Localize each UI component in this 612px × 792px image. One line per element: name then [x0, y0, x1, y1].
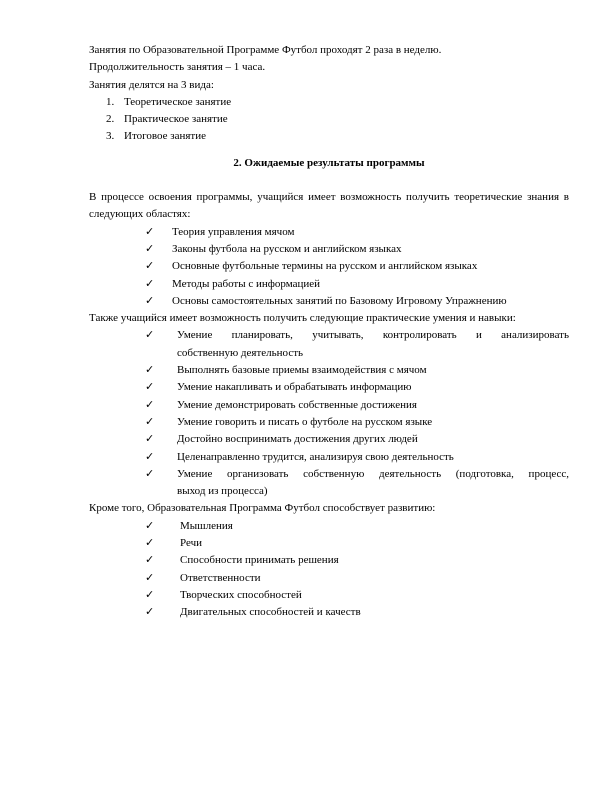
check-icon: ✓ — [145, 467, 155, 480]
check-icon: ✓ — [145, 364, 155, 377]
list-item — [89, 224, 569, 241]
list-item — [89, 535, 569, 552]
list-item-text: Двигательных способностей и качеств — [180, 606, 361, 619]
list-item — [89, 518, 569, 535]
check-icon: ✓ — [145, 588, 155, 601]
list-item-text: Умение планировать, учитывать, контролировать и анализировать — [177, 329, 569, 342]
check-icon: ✓ — [145, 329, 155, 342]
list-item-text: Умение накапливать и обрабатывать информацию — [177, 381, 412, 394]
list-item-text: Творческих способностей — [180, 588, 302, 601]
check-icon: ✓ — [145, 381, 155, 394]
check-icon: ✓ — [145, 519, 155, 532]
list-item-text-continued: выход из процесса) — [177, 485, 268, 498]
list-item-text: Целенаправленно трудится, анализируя свою деятельность — [177, 450, 454, 463]
list-item — [89, 128, 569, 145]
check-icon: ✓ — [145, 260, 155, 273]
list-item — [89, 449, 569, 466]
list-item — [89, 397, 569, 414]
list-item — [89, 94, 569, 111]
list-item-text: Практическое занятие — [124, 113, 228, 126]
list-item-text: Законы футбола на русском и английском языках — [172, 242, 402, 255]
list-item-text: Итоговое занятие — [124, 130, 206, 143]
session-types-list — [89, 94, 569, 146]
check-icon: ✓ — [145, 242, 155, 255]
list-number: 1. — [106, 95, 115, 108]
list-item-text: Основные футбольные термины на русском и английском языках — [172, 260, 478, 273]
list-number: 3. — [106, 130, 115, 143]
list-item-text: Мышления — [180, 519, 233, 532]
list-item-text: Умение организовать собственную деятельность (подготовка, процесс, — [177, 467, 569, 480]
list-item — [89, 258, 569, 275]
practice-items-list — [89, 327, 569, 500]
theory-items-list — [89, 224, 569, 310]
list-item-text: Теоретическое занятие — [124, 95, 232, 108]
list-item-text: Умение говорить и писать о футболе на русском языке — [177, 415, 433, 428]
intro-line-2: Продолжительность занятия – 1 часа. — [89, 61, 266, 74]
section-heading: 2. Ожидаемые результаты программы — [233, 156, 425, 169]
list-item — [89, 604, 569, 621]
list-item — [89, 587, 569, 604]
check-icon: ✓ — [145, 537, 155, 550]
list-item — [89, 466, 569, 501]
list-item-text: Достойно воспринимать достижения других людей — [177, 433, 418, 446]
list-item-text: Ответственности — [180, 571, 261, 584]
intro-line-1: Занятия по Образовательной Программе Футбол проходят 2 раза в неделю. — [89, 44, 442, 56]
check-icon: ✓ — [145, 277, 155, 290]
list-item-text-continued: собственную деятельность — [177, 346, 304, 359]
list-item — [89, 293, 569, 310]
list-item — [89, 414, 569, 431]
list-item — [89, 327, 569, 362]
check-icon: ✓ — [145, 606, 155, 619]
check-icon: ✓ — [145, 571, 155, 584]
theory-intro-paragraph: В процессе освоения программы, учащийся имеет возможность получить теоретические знания в следующих областях: — [89, 191, 569, 221]
development-items-list — [89, 518, 569, 622]
list-item — [89, 431, 569, 448]
list-item-text: Умение демонстрировать собственные достижения — [177, 398, 417, 411]
check-icon: ✓ — [145, 433, 155, 446]
check-icon: ✓ — [145, 450, 155, 463]
list-item-text: Выполнять базовые приемы взаимодействия с мячом — [177, 364, 427, 377]
list-item — [89, 362, 569, 379]
list-item — [89, 552, 569, 569]
list-item — [89, 379, 569, 396]
intro-line-3: Занятия делятся на 3 вида: — [89, 78, 214, 91]
check-icon: ✓ — [145, 294, 155, 307]
development-intro-paragraph: Кроме того, Образовательная Программа Футбол способствует развитию: — [89, 502, 436, 515]
list-item — [89, 111, 569, 128]
list-item — [89, 276, 569, 293]
list-item-text: Методы работы с информацией — [172, 277, 321, 290]
list-item — [89, 241, 569, 258]
list-item — [89, 570, 569, 587]
list-item-text: Теория управления мячом — [172, 225, 295, 238]
check-icon: ✓ — [145, 554, 155, 567]
list-item-text: Основы самостоятельных занятий по Базовому Игровому Упражнению — [172, 294, 507, 307]
list-item-text: Способности принимать решения — [180, 554, 339, 567]
list-item-text: Речи — [180, 537, 202, 550]
check-icon: ✓ — [145, 415, 155, 428]
practice-intro-paragraph: Также учащийся имеет возможность получить следующие практические умения и навыки: — [89, 312, 516, 325]
check-icon: ✓ — [145, 225, 155, 238]
list-number: 2. — [106, 113, 115, 126]
document-page — [89, 42, 569, 622]
check-icon: ✓ — [145, 398, 155, 411]
